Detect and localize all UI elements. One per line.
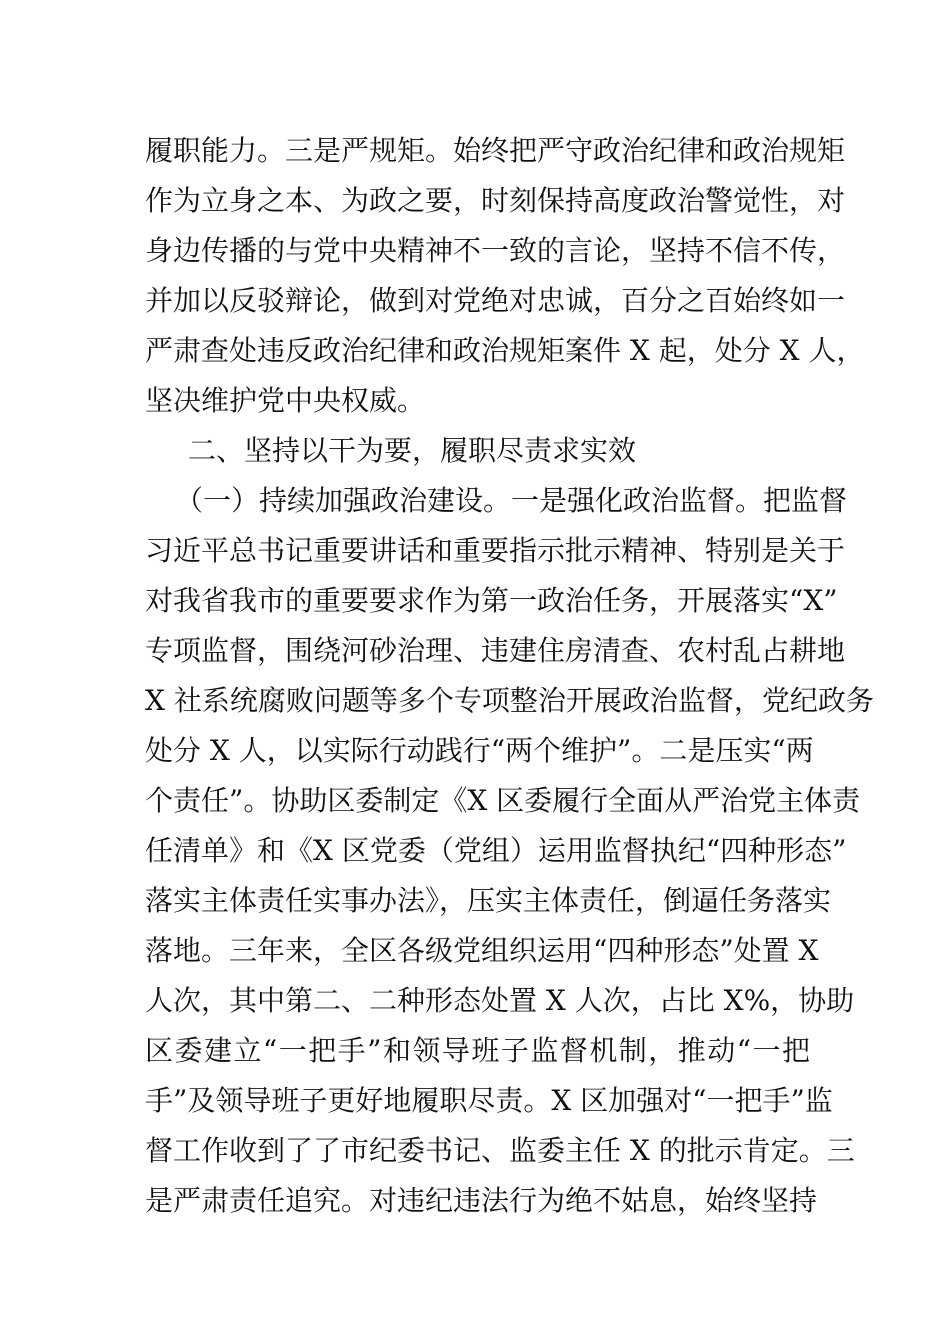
paragraph-line: 习近平总书记重要讲话和重要指示批示精神、特别是关于 bbox=[145, 534, 846, 567]
paragraph-line: 人次，其中第二、二种形态处置 X 人次，占比 X%，协助 bbox=[145, 984, 855, 1017]
paragraph-line: 身边传播的与党中央精神不一致的言论，坚持不信不传， bbox=[145, 234, 846, 267]
paragraph-line: X 社系统腐败问题等多个专项整治开展政治监督，党纪政务 bbox=[145, 684, 874, 717]
paragraph-line: 并加以反驳辩论，做到对党绝对忠诚，百分之百始终如一 bbox=[145, 284, 846, 317]
paragraph-line: 区委建立“一把手”和领导班子监督机制，推动“一把 bbox=[145, 1034, 810, 1067]
paragraph-line: 专项监督，围绕河砂治理、违建住房清查、农村乱占耕地 bbox=[145, 634, 846, 667]
paragraph-line: 手”及领导班子更好地履职尽责。X 区加强对“一把手”监 bbox=[145, 1084, 833, 1117]
paragraph-line: 履职能力。三是严规矩。始终把严守政治纪律和政治规矩 bbox=[145, 134, 846, 167]
paragraph-line: 坚决维护党中央权威。 bbox=[145, 384, 426, 417]
paragraph-line: 个责任”。协助区委制定《X 区委履行全面从严治党主体责 bbox=[145, 784, 861, 817]
paragraph-line: 对我省我市的重要要求作为第一政治任务，开展落实“X” bbox=[145, 584, 838, 617]
section-heading: 二、坚持以干为要，履职尽责求实效 bbox=[188, 434, 637, 467]
paragraph-line: 是严肃责任追究。对违纪违法行为绝不姑息，始终坚持 bbox=[145, 1184, 818, 1217]
paragraph-line: （一）持续加强政治建设。一是强化政治监督。把监督 bbox=[175, 484, 848, 517]
paragraph-line: 落地。三年来，全区各级党组织运用“四种形态”处置 X bbox=[145, 934, 819, 967]
paragraph-line: 落实主体责任实事办法》，压实主体责任，倒逼任务落实 bbox=[145, 884, 832, 917]
paragraph-line: 督工作收到了了市纪委书记、监委主任 X 的批示肯定。三 bbox=[145, 1134, 855, 1167]
paragraph-line: 任清单》和《X 区党委（党组）运用监督执纪“四种形态” bbox=[145, 834, 847, 867]
paragraph-line: 作为立身之本、为政之要，时刻保持高度政治警觉性，对 bbox=[145, 184, 846, 217]
paragraph-line: 处分 X 人，以实际行动践行“两个维护”。二是压实“两 bbox=[145, 734, 814, 767]
paragraph-line: 严肃查处违反政治纪律和政治规矩案件 X 起，处分 X 人， bbox=[145, 334, 865, 367]
